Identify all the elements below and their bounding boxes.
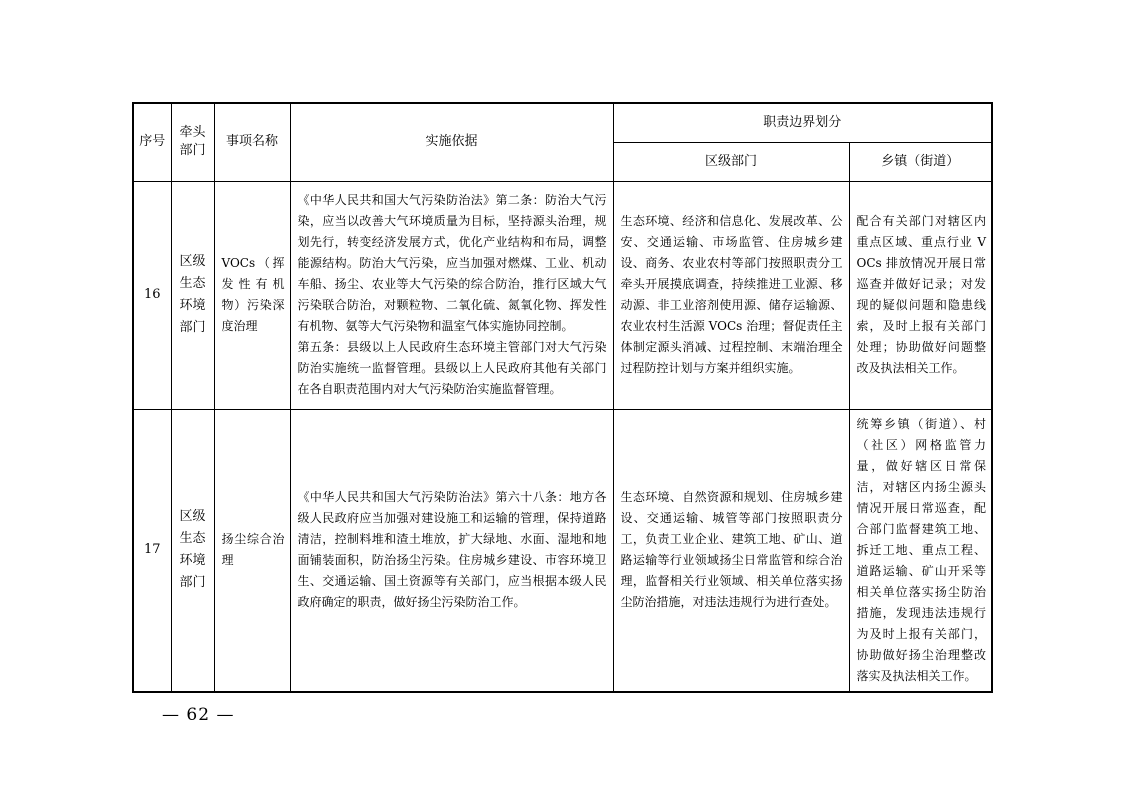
header-dept — [171, 103, 214, 181]
row-item: VOCs（挥发性有机物）污染深度治理 — [214, 181, 290, 409]
header-town: 乡镇（街道） — [849, 142, 992, 181]
header-row-1 — [133, 103, 992, 142]
table-row-16 — [133, 181, 992, 409]
row-town: 配合有关部门对辖区内重点区域、重点行业 VOCs 排放情况开展日常巡查并做好记录；对发现的疑似问题和隐患线索，及时上报有关部门处理；协助做好问题整改及执法相关工作。 — [849, 181, 992, 409]
row-dept — [171, 409, 214, 692]
duty-boundary-table — [132, 102, 993, 693]
header-district: 区级部门 — [613, 142, 849, 181]
row-seq: 16 — [133, 181, 171, 409]
header-duty: 职责边界划分 — [613, 103, 992, 142]
table-row-17 — [133, 409, 992, 692]
page-number: — 62 — — [162, 705, 235, 725]
header-basis: 实施依据 — [290, 103, 613, 181]
header-seq: 序号 — [133, 103, 171, 181]
header-dept-text: 牵头部门 — [179, 125, 206, 159]
row-dept-text: 区级生态环境部门 — [179, 254, 206, 335]
header-item: 事项名称 — [214, 103, 290, 181]
row-district: 生态环境、自然资源和规划、住房城乡建设、交通运输、城管等部门按照职责分工，负责工业企业、建筑工地、矿山、道路运输等行业领域扬尘日常监管和综合治理，监督相关行业领域、相关单位落实扬尘防治措施，对违法违规行为进行查处。 — [613, 409, 849, 692]
row-basis-p2: 第五条：县级以上人民政府生态环境主管部门对大气污染防治实施统一监督管理。县级以上人民政府其他有关部门在各自职责范围内对大气污染防治实施监督管理。 — [297, 340, 607, 396]
row-district: 生态环境、经济和信息化、发展改革、公安、交通运输、市场监管、住房城乡建设、商务、农业农村等部门按照职责分工牵头开展摸底调查，持续推进工业源、移动源、非工业溶剂使用源、储存运输源、农业农村生活源 VOCs 治理；督促责任主体制定源头消减、过程控制、末端治理全过程防控计划与方案并组织实施。 — [613, 181, 849, 409]
row-town: 统筹乡镇（街道）、村（社区）网格监管力量，做好辖区日常保洁，对辖区内扬尘源头情况开展日常巡查，配合部门监督建筑工地、拆迁工地、重点工程、道路运输、矿山开采等相关单位落实扬尘防治措施，发现违法违规行为及时上报有关部门，协助做好扬尘治理整改落实及执法相关工作。 — [849, 409, 992, 692]
row-item: 扬尘综合治理 — [214, 409, 290, 692]
row-dept — [171, 181, 214, 409]
row-seq: 17 — [133, 409, 171, 692]
row-basis — [290, 181, 613, 409]
row-dept-text: 区级生态环境部门 — [179, 509, 206, 590]
row-basis-p1: 《中华人民共和国大气污染防治法》第六十八条：地方各级人民政府应当加强对建设施工和运输的管理，保持道路清洁，控制料堆和渣土堆放，扩大绿地、水面、湿地和地面铺装面积，防治扬尘污染。住房城乡建设、市容环境卫生、交通运输、国土资源等有关部门，应当根据本级人民政府确定的职责，做好扬尘污染防治工作。 — [297, 490, 607, 609]
row-basis — [290, 409, 613, 692]
row-basis-p1: 《中华人民共和国大气污染防治法》第二条：防治大气污染，应当以改善大气环境质量为目标，坚持源头治理，规划先行，转变经济发展方式，优化产业结构和布局，调整能源结构。防治大气污染，应当加强对燃煤、工业、机动车船、扬尘、农业等大气污染的综合防治，推行区域大气污染联合防治，对颗粒物、二氧化硫、氮氧化物、挥发性有机物、氨等大气污染物和温室气体实施协同控制。 — [297, 193, 607, 333]
